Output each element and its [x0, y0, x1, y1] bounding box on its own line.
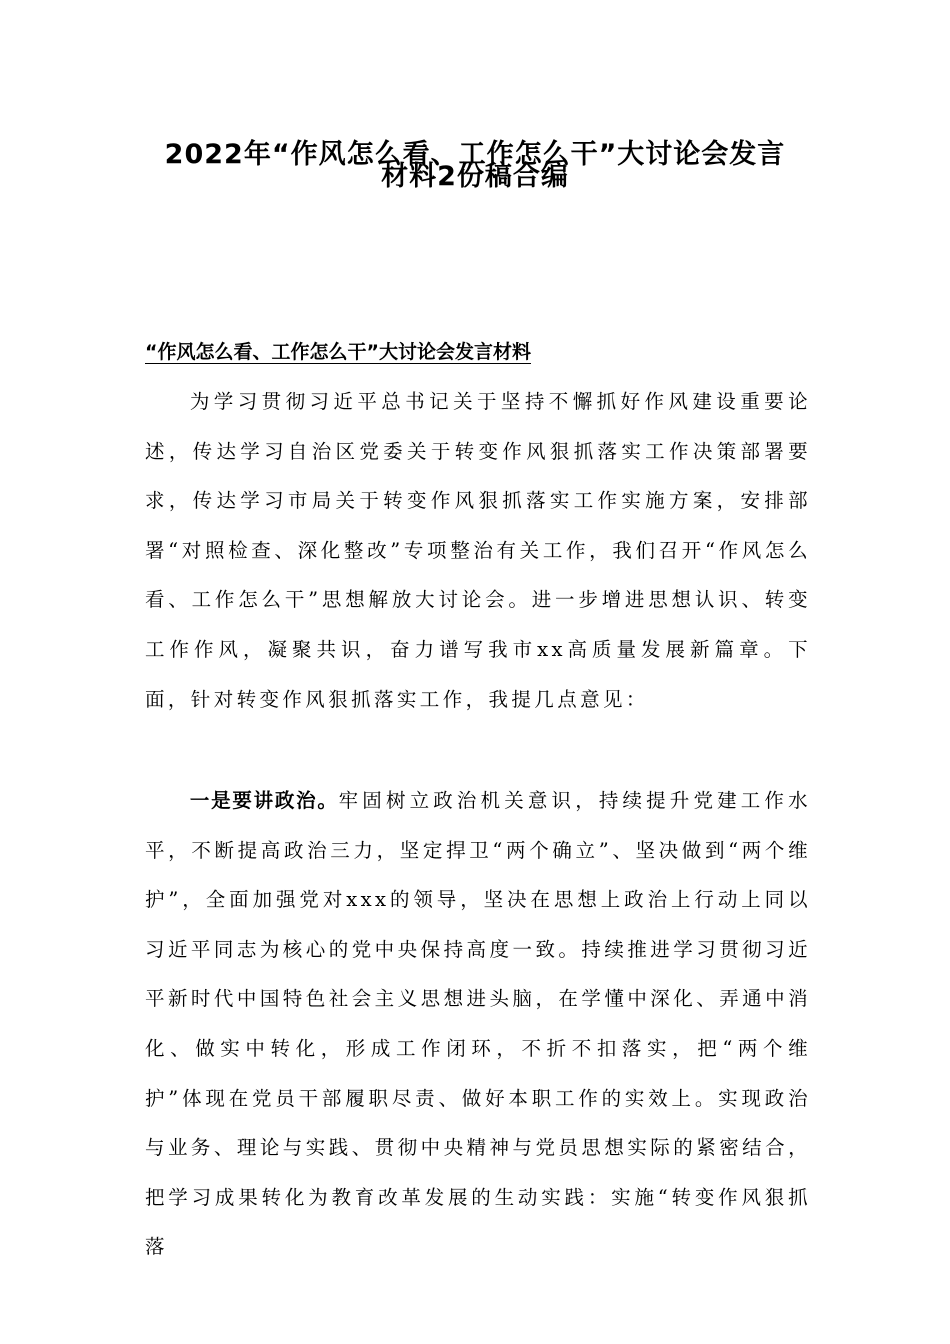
- paragraph-intro: 为学习贯彻习近平总书记关于坚持不懈抓好作风建设重要论述，传达学习自治区党委关于转变作风狠抓落实工作决策部署要求，传达学习市局关于转变作风狠抓落实工作实施方案，安排部署“对照检查、深化整改”专项整治有关工作，我们召开“作风怎么看、工作怎么干”思想解放大讨论会。进一步增进思想认识、转变工作作风，凝聚共识，奋力谱写我市xx高质量发展新篇章。下面，针对转变作风狠抓落实工作，我提几点意见：: [145, 390, 811, 711]
- paragraph-point-one: [145, 776, 811, 1272]
- section-heading: “作风怎么看、工作怎么干”大讨论会发言材料: [145, 341, 531, 363]
- document-title-line-2: 材料2份稿合编: [381, 161, 569, 192]
- document-title-line-1: 2022年“作风怎么看、工作怎么干”大讨论会发言: [164, 139, 786, 170]
- paragraph-body: 牢固树立政治机关意识，持续提升党建工作水平，不断提高政治三力，坚定捍卫“两个确立”、坚决做到“两个维护”，全面加强党对xxx的领导，坚决在思想上政治上行动上同以习近平同志为核心的党中央保持高度一致。持续推进学习贯彻习近平新时代中国特色社会主义思想进头脑，在学懂中深化、弄通中消化、做实中转化，形成工作闭环，不折不扣落实，把“两个维护”体现在党员干部履职尽责、做好本职工作的实效上。实现政治与业务、理论与实践、贯彻中央精神与党员思想实际的紧密结合，把学习成果转化为教育改革发展的生动实践：实施“转变作风狠抓落: [145, 789, 811, 1259]
- paragraph-lead: 一是要讲政治。: [189, 789, 339, 812]
